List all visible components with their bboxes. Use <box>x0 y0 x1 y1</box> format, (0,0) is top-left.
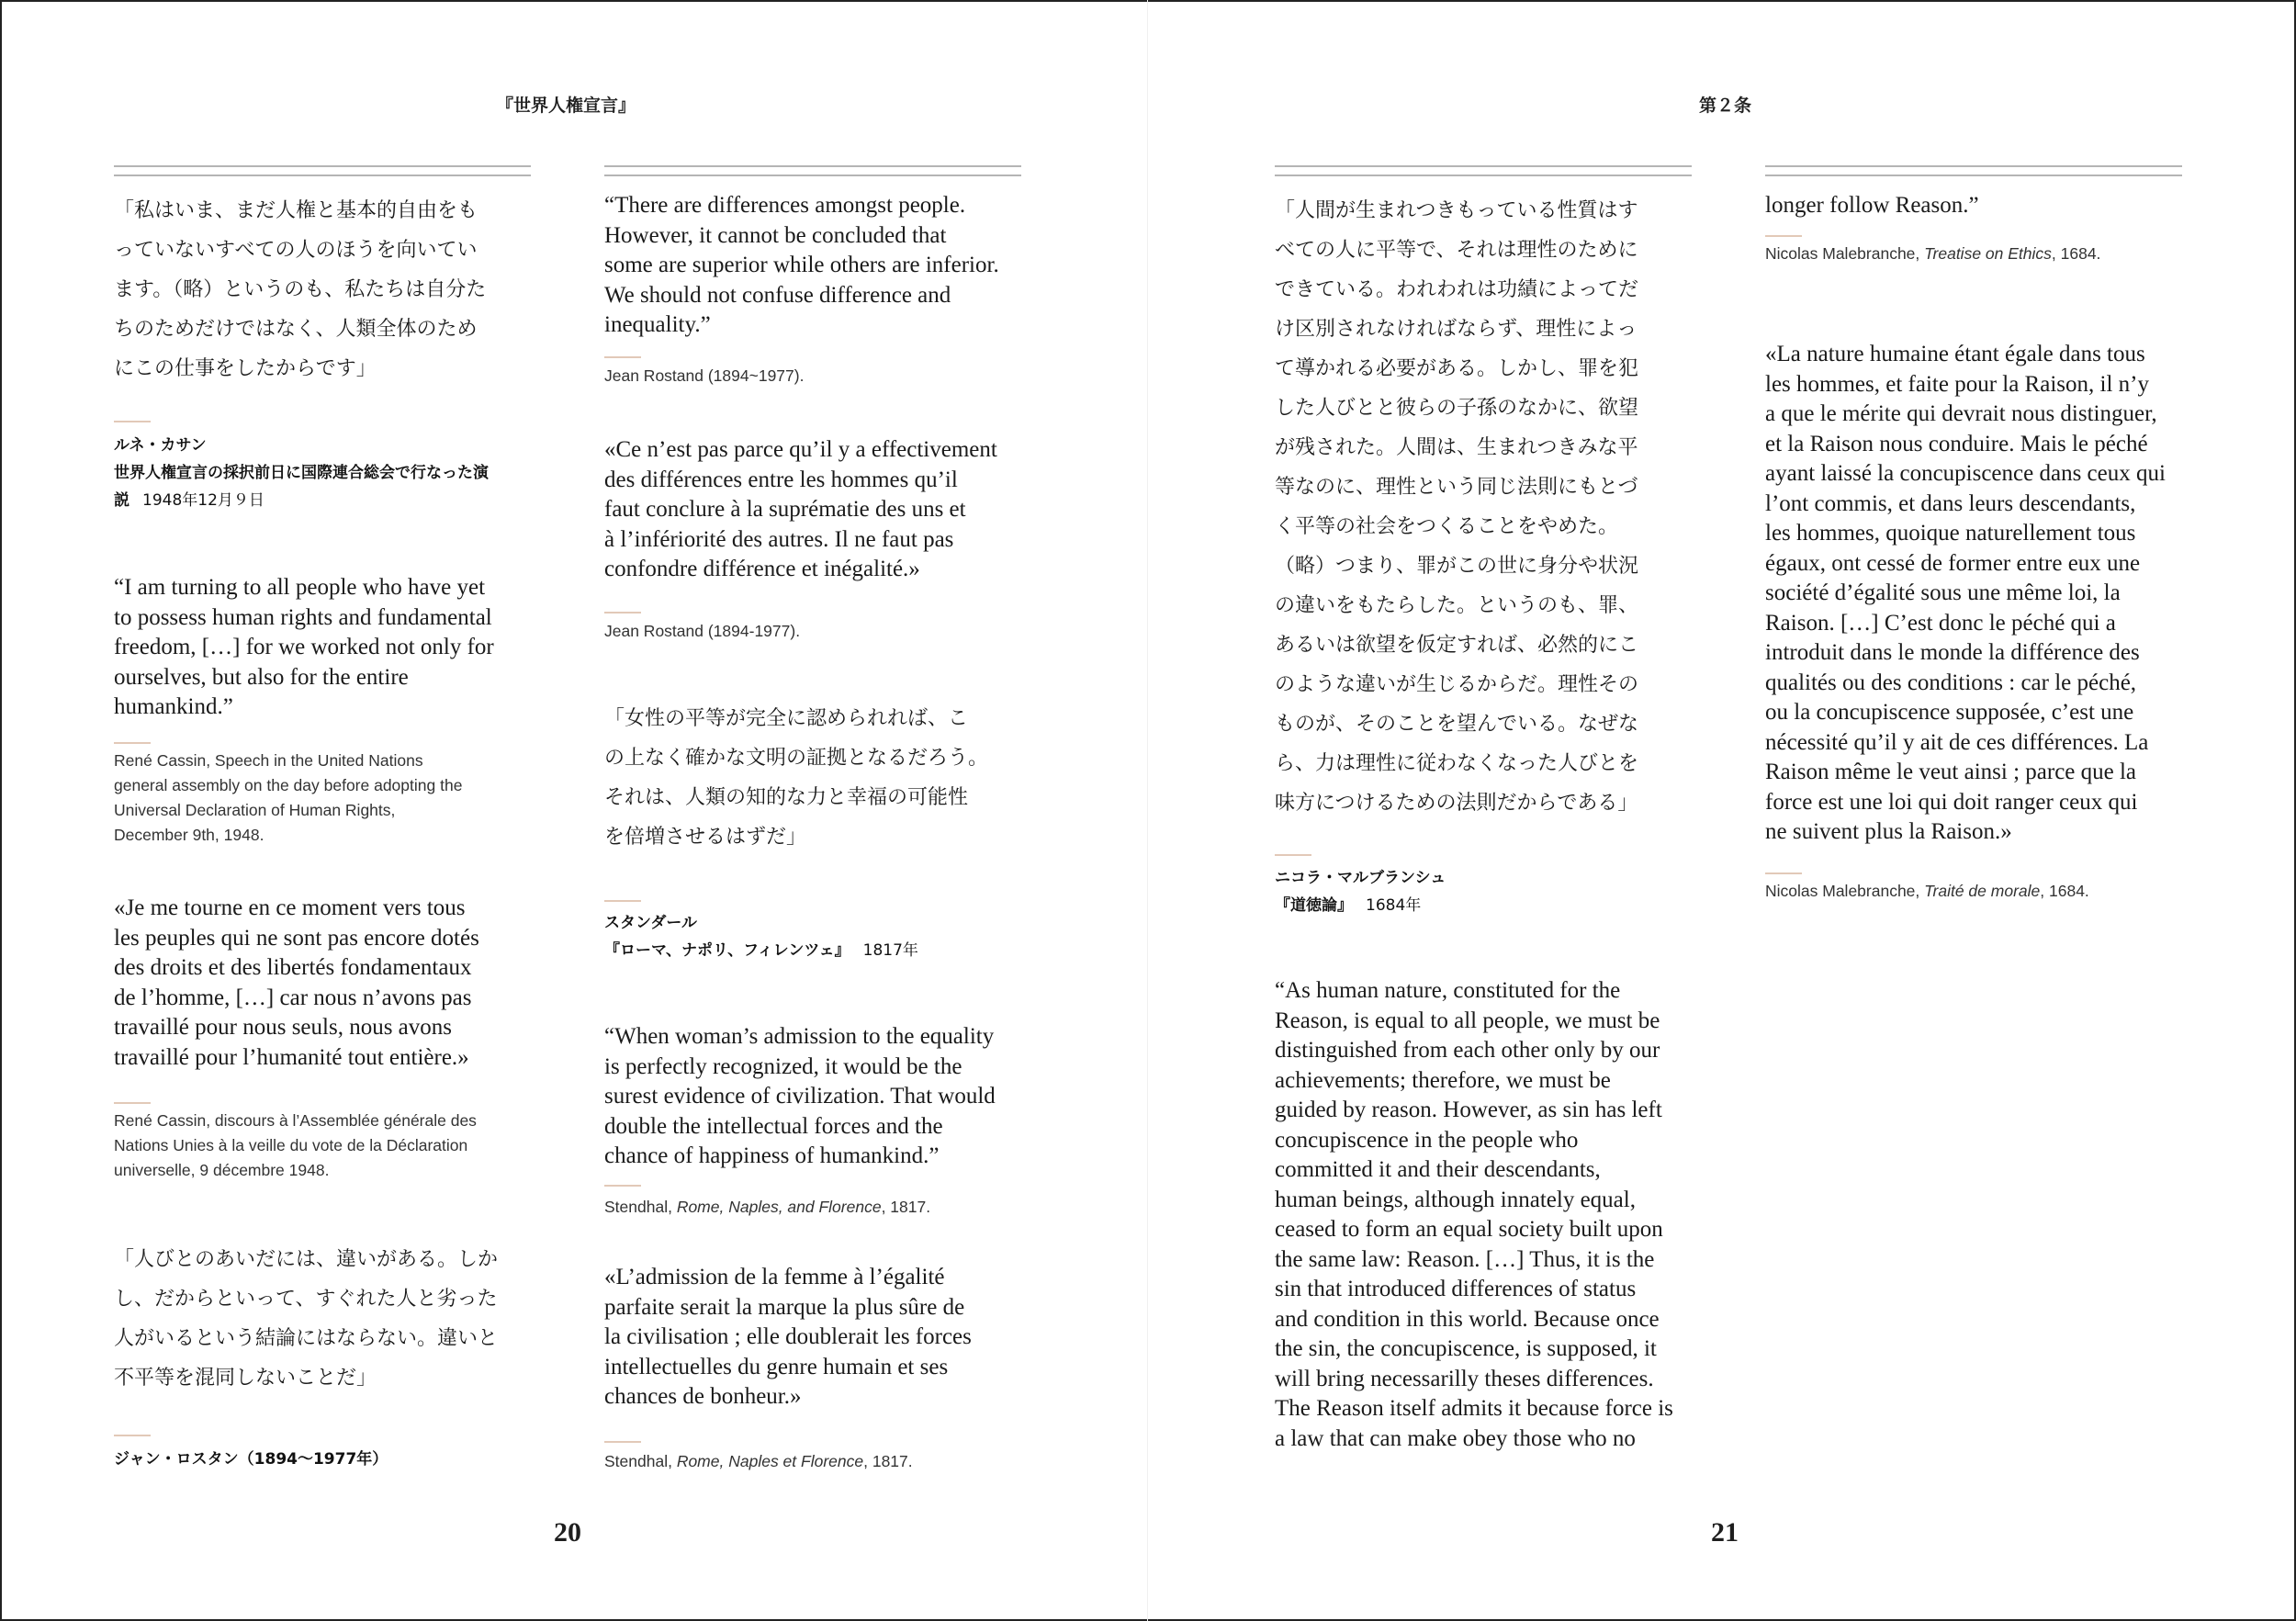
quote-rostand-jp <box>114 1240 498 1398</box>
text-line: べての人に平等で、それは理性のために <box>1275 239 1638 262</box>
text-line: を倍増させるはずだ」 <box>604 826 807 849</box>
source-malebranche-en <box>1765 242 2100 266</box>
quote-stendhal-jp <box>604 699 988 857</box>
text-line: and condition in this world. Because once <box>1275 1306 1660 1332</box>
text-line: «Ce n’est pas parce qu’il y a effectivement <box>604 437 997 462</box>
source-line: 世界人権宣言の採択前日に国際連合総会で行なった演 <box>114 464 489 482</box>
text-line: double the intellectual forces and the <box>604 1113 943 1139</box>
quote-malebranche-en-continued <box>1765 191 1979 221</box>
text-line: chances de bonheur.» <box>604 1384 802 1409</box>
text-line: la civilisation ; elle doublerait les forces <box>604 1324 972 1349</box>
text-line: faut conclure à la suprématie des uns et <box>604 497 966 522</box>
text-line: chance of happiness of humankind.” <box>604 1143 940 1168</box>
source-author: ルネ・カサン <box>114 436 207 455</box>
text-line: However, it cannot be concluded that <box>604 222 947 248</box>
text-line: des droits et des libertés fondamentaux <box>114 955 472 980</box>
source-line: general assembly on the day before adopting the <box>114 776 463 794</box>
source-year: 1817年 <box>862 941 918 960</box>
text-line: ちのためだけではなく、人類全体のため <box>114 318 478 341</box>
text-line: travaillé pour l’humanité tout entière.» <box>114 1044 469 1070</box>
text-line: The Reason itself admits it because force is <box>1275 1396 1673 1421</box>
quote-rostand-en <box>604 191 999 341</box>
source-line: René Cassin, discours à l’Assemblée générale des <box>114 1111 477 1130</box>
source-divider <box>604 1185 641 1187</box>
quote-cassin-fr <box>114 894 479 1073</box>
text-line: surest evidence of civilization. That would <box>604 1084 996 1109</box>
text-line: “I am turning to all people who have yet <box>114 575 486 600</box>
text-line: 人がいるという結論にはならない。違いと <box>114 1327 499 1350</box>
source-rostand-en <box>604 364 804 388</box>
text-line: freedom, […] for we worked not only for <box>114 635 494 659</box>
book-gutter <box>1147 0 1148 1621</box>
text-line: それは、人類の知的な力と幸福の可能性 <box>604 786 969 809</box>
source-author: Stendhal, <box>604 1198 677 1216</box>
text-line: ceased to form an equal society built upon <box>1275 1217 1663 1242</box>
source-stendhal-en <box>604 1195 930 1220</box>
source-divider <box>1765 872 1802 874</box>
source-work: 『道徳論』 <box>1275 896 1353 915</box>
source-date: 1948年12月９日 <box>142 491 264 510</box>
text-line: We should not confuse difference and <box>604 282 951 308</box>
text-line: の違いをもたらした。というのも、罪、 <box>1275 594 1639 617</box>
text-line: 「人びとのあいだには、違いがある。しか <box>114 1248 499 1271</box>
text-line: ayant laissé la concupiscence dans ceux qui <box>1765 461 2166 486</box>
source-work: Rome, Naples et Florence <box>676 1452 864 1470</box>
quote-rostand-fr <box>604 435 997 585</box>
running-head-right: 第２条 <box>1699 96 1752 116</box>
source-divider <box>114 742 151 744</box>
text-line: （略）つまり、罪がこの世に身分や状況 <box>1275 555 1639 578</box>
text-line: is perfectly recognized, it would be the <box>604 1053 962 1079</box>
header-rule-col4 <box>1765 165 2182 176</box>
text-line: 不平等を混同しないことだ」 <box>114 1367 377 1390</box>
running-head-left: 『世界人権宣言』 <box>496 96 636 116</box>
text-line: a que le mérite qui devrait nous distinguer, <box>1765 401 2157 426</box>
quote-cassin-en <box>114 573 494 723</box>
source-rostand-jp <box>114 1446 388 1473</box>
quote-malebranche-jp <box>1275 191 1638 823</box>
text-line: 「人間が生まれつきもっている性質はす <box>1275 199 1638 222</box>
header-rule-col1 <box>114 165 531 176</box>
text-line: l’ont commis, et dans leurs descendants, <box>1765 490 2136 516</box>
text-line: achievements; therefore, we must be <box>1275 1067 1611 1093</box>
text-line: et la Raison nous conduire. Mais le péché <box>1765 431 2148 456</box>
header-rule-col2 <box>604 165 1021 176</box>
quote-stendhal-en <box>604 1022 996 1172</box>
quote-stendhal-fr <box>604 1263 972 1413</box>
text-line: inequality.” <box>604 312 711 337</box>
quote-cassin-jp <box>114 191 486 388</box>
text-line: a law that can make obey those who no <box>1275 1425 1636 1451</box>
text-line: の上なく確かな文明の証拠となるだろう。 <box>604 747 989 770</box>
source-divider <box>604 1441 641 1443</box>
text-line: 「女性の平等が完全に認められれば、こ <box>604 707 969 730</box>
text-line: ou la concupiscence supposée, c’est une <box>1765 700 2134 725</box>
text-line: qualités ou des conditions : car le péché, <box>1765 670 2137 695</box>
source-divider <box>1275 854 1311 856</box>
source-divider <box>604 900 641 902</box>
source-author: Nicolas Malebranche, <box>1765 882 1925 900</box>
text-line: humankind.” <box>114 694 233 719</box>
text-line: ます。（略）というのも、私たちは自分た <box>114 278 487 301</box>
text-line: «La nature humaine étant égale dans tous <box>1765 342 2145 366</box>
source-rostand-fr <box>604 619 800 644</box>
source-line: Jean Rostand (1894-1977). <box>604 622 801 640</box>
source-year: 1684年 <box>1366 896 1422 915</box>
text-line: “There are differences amongst people. <box>604 193 966 218</box>
source-work: 『ローマ、ナポリ、フィレンツェ』 <box>604 941 850 960</box>
text-line: the sin, the concupiscence, is supposed, it <box>1275 1336 1657 1361</box>
source-work: Treatise on Ethics <box>1924 244 2052 263</box>
text-line: ourselves, but also for the entire <box>114 664 409 690</box>
source-divider <box>604 356 641 358</box>
source-author: Nicolas Malebranche, <box>1765 244 1925 263</box>
source-author: ジャン・ロスタン（1894～1977年） <box>114 1450 388 1469</box>
text-line: human beings, although innately equal, <box>1275 1187 1636 1212</box>
text-line: ne suivent plus la Raison.» <box>1765 819 2012 844</box>
text-line: “When woman’s admission to the equality <box>604 1024 995 1049</box>
text-line: «L’admission de la femme à l’égalité <box>604 1265 945 1289</box>
text-line: Raison. […] C’est donc le péché qui a <box>1765 610 2116 636</box>
source-year: , 1817. <box>881 1198 931 1216</box>
text-line: あるいは欲望を仮定すれば、必然的にこ <box>1275 634 1639 657</box>
text-line: parfaite serait la marque la plus sûre de <box>604 1294 965 1320</box>
source-year: , 1684. <box>2051 244 2101 263</box>
source-year: , 1817. <box>863 1452 913 1470</box>
text-line: Reason, is equal to all people, we must be <box>1275 1007 1660 1033</box>
source-work: Rome, Naples, and Florence <box>676 1198 882 1216</box>
text-line: des différences entre les hommes qu’il <box>604 467 958 492</box>
source-year: , 1684. <box>2040 882 2089 900</box>
text-line: し、だからといって、すぐれた人と劣った <box>114 1288 498 1311</box>
source-cassin-jp <box>114 432 489 514</box>
text-line: っていないすべての人のほうを向いてい <box>114 239 478 262</box>
page-number-left: 20 <box>554 1517 581 1548</box>
source-malebranche-fr <box>1765 879 2089 904</box>
source-cassin-en <box>114 749 462 848</box>
source-author: ニコラ・マルブランシュ <box>1275 869 1446 887</box>
text-line: intellectuelles du genre humain et ses <box>604 1354 949 1379</box>
source-stendhal-jp <box>604 909 918 964</box>
quote-malebranche-fr <box>1765 340 2166 848</box>
source-line: universelle, 9 décembre 1948. <box>114 1161 330 1179</box>
source-divider <box>114 1102 151 1104</box>
header-rule-col3 <box>1275 165 1692 176</box>
source-author: スタンダール <box>604 914 697 932</box>
source-work: Traité de morale <box>1924 882 2041 900</box>
text-line: will bring necessarilly theses differences. <box>1275 1366 1654 1391</box>
text-line: distinguished from each other only by our <box>1275 1038 1660 1063</box>
page-number-right: 21 <box>1711 1517 1739 1548</box>
source-cassin-fr <box>114 1109 477 1183</box>
source-line: December 9th, 1948. <box>114 826 264 844</box>
text-line: some are superior while others are inferior. <box>604 253 999 277</box>
text-line: guided by reason. However, as sin has left <box>1275 1098 1662 1122</box>
text-line: “As human nature, constituted for the <box>1275 978 1621 1003</box>
text-line: Raison même le veut ainsi ; parce que la <box>1765 760 2137 784</box>
source-divider <box>114 1435 151 1436</box>
text-line: introduit dans le monde la différence des <box>1765 640 2140 665</box>
text-line: société d’égalité sous une même loi, la <box>1765 580 2121 605</box>
text-line: les hommes, et faite pour la Raison, il n’y <box>1765 371 2149 397</box>
text-line: to possess human rights and fundamental <box>114 604 492 630</box>
source-stendhal-fr <box>604 1449 913 1474</box>
text-line: concupiscence in the people who <box>1275 1127 1579 1153</box>
text-line: confondre différence et inégalité.» <box>604 557 920 581</box>
text-line: 味方につけるための法則だからである」 <box>1275 792 1638 815</box>
text-line: égaux, ont cessé de former entre eux une <box>1765 550 2141 576</box>
text-line: «Je me tourne en ce moment vers tous <box>114 895 466 920</box>
quote-malebranche-en <box>1275 976 1673 1454</box>
text-line: de l’homme, […] car nous n’avons pas <box>114 985 472 1010</box>
text-line: les hommes, quoique naturellement tous <box>1765 521 2136 546</box>
source-line: Universal Declaration of Human Rights, <box>114 801 396 819</box>
text-line: 「私はいま、まだ人権と基本的自由をも <box>114 199 478 222</box>
text-line: 等なのに、理性という同じ法則にもとづ <box>1275 476 1638 499</box>
source-line: Nations Unies à la veille du vote de la Déclaration <box>114 1136 468 1154</box>
source-author: Stendhal, <box>604 1452 677 1470</box>
text-line: longer follow Reason.” <box>1765 193 1979 218</box>
text-line: できている。われわれは功績によってだ <box>1275 278 1639 301</box>
text-line: が残された。人間は、生まれつきみな平 <box>1275 436 1638 459</box>
text-line: force est une loi qui doit ranger ceux qui <box>1765 789 2138 815</box>
source-line: 説 <box>114 491 129 510</box>
text-line: ものが、そのことを望んでいる。なぜな <box>1275 713 1639 736</box>
text-line: à l’infériorité des autres. Il ne faut pas <box>604 526 954 552</box>
text-line: ら、力は理性に従わなくなった人びとを <box>1275 752 1639 775</box>
text-line: nécessité qu’il y ait de ces différences. La <box>1765 729 2149 755</box>
text-line: した人びとと彼らの子孫のなかに、欲望 <box>1275 397 1639 420</box>
text-line: travaillé pour nous seuls, nous avons <box>114 1015 453 1040</box>
source-malebranche-jp <box>1275 864 1446 919</box>
source-line: René Cassin, Speech in the United Nations <box>114 751 423 770</box>
source-line: Jean Rostand (1894~1977). <box>604 366 805 385</box>
text-line: く平等の社会をつくることをやめた。 <box>1275 515 1619 538</box>
source-divider <box>114 421 151 422</box>
source-divider <box>604 612 641 614</box>
text-line: にこの仕事をしたからです」 <box>114 357 377 380</box>
text-line: け区別されなければならず、理性によっ <box>1275 318 1638 341</box>
text-line: のような違いが生じるからだ。理性その <box>1275 673 1639 696</box>
source-divider <box>1765 235 1802 237</box>
text-line: the same law: Reason. […] Thus, it is the <box>1275 1246 1655 1272</box>
text-line: committed it and their descendants, <box>1275 1157 1601 1182</box>
text-line: les peuples qui ne sont pas encore dotés <box>114 925 479 951</box>
text-line: sin that introduced differences of status <box>1275 1277 1637 1301</box>
text-line: て導かれる必要がある。しかし、罪を犯 <box>1275 357 1639 380</box>
